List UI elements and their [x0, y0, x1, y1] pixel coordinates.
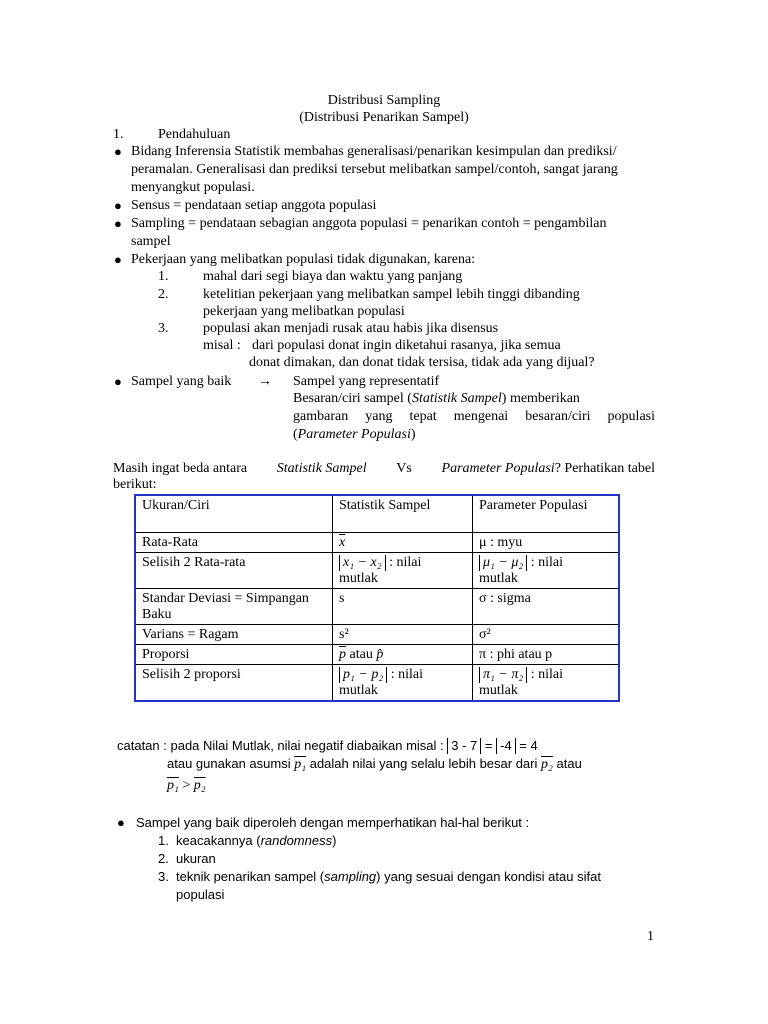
bullet-5-line-3: gambaran yang tepat mengenai besaran/ciri populasi	[293, 409, 655, 424]
table-row	[135, 664, 619, 701]
criteria-intro: Sampel yang baik diperoleh dengan memperhatikan hal-hal berikut :	[136, 815, 530, 830]
table-row	[135, 532, 619, 552]
table-row	[135, 644, 619, 664]
cell-param: μ₁ − μ₂ : nilai mutlak	[473, 552, 620, 588]
table-header: Parameter Populasi	[473, 495, 620, 532]
reason-1-number: 1.	[158, 269, 169, 284]
cell-stat: $\overline{x}$	[333, 532, 473, 552]
reason-2-number: 2.	[158, 287, 169, 302]
cell-ciri: Selisih 2 Rata-rata	[135, 552, 333, 588]
page-number: 1	[647, 929, 654, 944]
table-row	[135, 552, 619, 588]
bullet-icon: ●	[114, 216, 122, 231]
table-header: Ukuran/Ciri	[135, 495, 333, 532]
reason-1-text: mahal dari segi biaya dan waktu yang panjang	[203, 269, 463, 284]
cell-param: σ : sigma	[473, 588, 620, 624]
cell-ciri: Rata-Rata	[135, 532, 333, 552]
section-number: 1.	[113, 127, 124, 142]
cell-ciri: Varians = Ragam	[135, 624, 333, 644]
bullet-5-left: Sampel yang baik	[131, 374, 232, 389]
criteria-2-number: 2.	[158, 851, 169, 866]
bullet-5-right: Sampel yang representatif	[293, 374, 440, 389]
document-title: Distribusi Sampling	[327, 93, 441, 108]
cell-ciri: Selisih 2 proporsi	[135, 664, 333, 701]
table-row	[135, 624, 619, 644]
criteria-3-text-cont: populasi	[176, 887, 225, 902]
intro-line-2: berikut:	[113, 477, 157, 492]
bullet-2: Sensus = pendataan setiap anggota populasi	[131, 198, 377, 213]
bullet-icon: ●	[114, 198, 122, 213]
table-row	[135, 588, 619, 624]
criteria-3-text: teknik penarikan sampel (sampling) yang sesuai dengan kondisi atau sifat	[176, 869, 601, 884]
catatan-line-3: p₁ > p₂	[167, 778, 206, 793]
bullet-3-line-2: sampel	[131, 234, 171, 249]
table-header-row	[135, 495, 619, 532]
bullet-1-line-1: Bidang Inferensia Statistik membahas generalisasi/penarikan kesimpulan dan prediksi/	[131, 144, 617, 159]
bullet-icon: ●	[114, 144, 122, 159]
bullet-icon: ●	[117, 815, 125, 830]
misal-line-1: dari populasi donat ingin diketahui rasanya, jika semua	[252, 338, 561, 353]
bullet-3-line-1: Sampling = pendataan sebagian anggota populasi = penarikan contoh = pengambilan	[131, 216, 607, 231]
reason-2-text: ketelitian pekerjaan yang melibatkan sampel lebih tinggi dibanding	[203, 287, 580, 302]
table-header: Statistik Sampel	[333, 495, 473, 532]
cell-ciri: Proporsi	[135, 644, 333, 664]
cell-param: π₁ − π₂ : nilai mutlak	[473, 664, 620, 701]
bullet-1-line-2: peramalan. Generalisasi dan prediksi tersebut melibatkan sampel/contoh, sangat jarang	[131, 162, 618, 177]
cell-ciri: Standar Deviasi = Simpangan Baku	[135, 588, 333, 624]
cell-stat: p₁ − p₂ : nilai mutlak	[333, 664, 473, 701]
catatan-line-1: catatan : pada Nilai Mutlak, nilai negatif diabaikan misal : 3 - 7 = -4 = 4	[117, 738, 538, 753]
bullet-5-line-4: (Parameter Populasi)	[293, 427, 416, 442]
bullet-icon: ●	[114, 374, 122, 389]
cell-stat: s²	[333, 624, 473, 644]
cell-stat: x₁ − x₂ : nilai mutlak	[333, 552, 473, 588]
criteria-2-text: ukuran	[176, 851, 216, 866]
catatan-line-2: atau gunakan asumsi p₁ adalah nilai yang selalu lebih besar dari p₂ atau	[167, 756, 582, 772]
reason-2-text-cont: pekerjaan yang melibatkan populasi	[203, 304, 405, 319]
bullet-4: Pekerjaan yang melibatkan populasi tidak digunakan, karena:	[131, 252, 476, 267]
misal-line-2: donat dimakan, dan donat tidak tersisa, tidak ada yang dijual?	[249, 355, 595, 370]
comparison-table	[134, 494, 620, 702]
cell-param: σ²	[473, 624, 620, 644]
criteria-1-number: 1.	[158, 833, 169, 848]
cell-stat: s	[333, 588, 473, 624]
bullet-icon: ●	[114, 252, 122, 267]
reason-3-text: populasi akan menjadi rusak atau habis jika disensus	[203, 321, 499, 336]
misal-label: misal :	[203, 338, 241, 353]
bullet-1-line-3: menyangkut populasi.	[131, 180, 255, 195]
cell-param: μ : myu	[473, 532, 620, 552]
cell-param: π : phi atau p	[473, 644, 620, 664]
intro-line-1: Masih ingat beda antara Statistik Sampel Vs Parameter Populasi? Perhatikan tabel	[113, 461, 655, 476]
bullet-5-line-2: Besaran/ciri sampel (Statistik Sampel) memberikan	[293, 391, 580, 406]
section-heading: Pendahuluan	[158, 127, 231, 142]
cell-stat: $\overline{p}$ atau p̂	[333, 644, 473, 664]
document-subtitle: (Distribusi Penarikan Sampel)	[299, 110, 469, 125]
right-arrow-icon: →	[258, 374, 272, 389]
reason-3-number: 3.	[158, 321, 169, 336]
criteria-1-text: keacakannya (randomness)	[176, 833, 337, 848]
criteria-3-number: 3.	[158, 869, 169, 884]
